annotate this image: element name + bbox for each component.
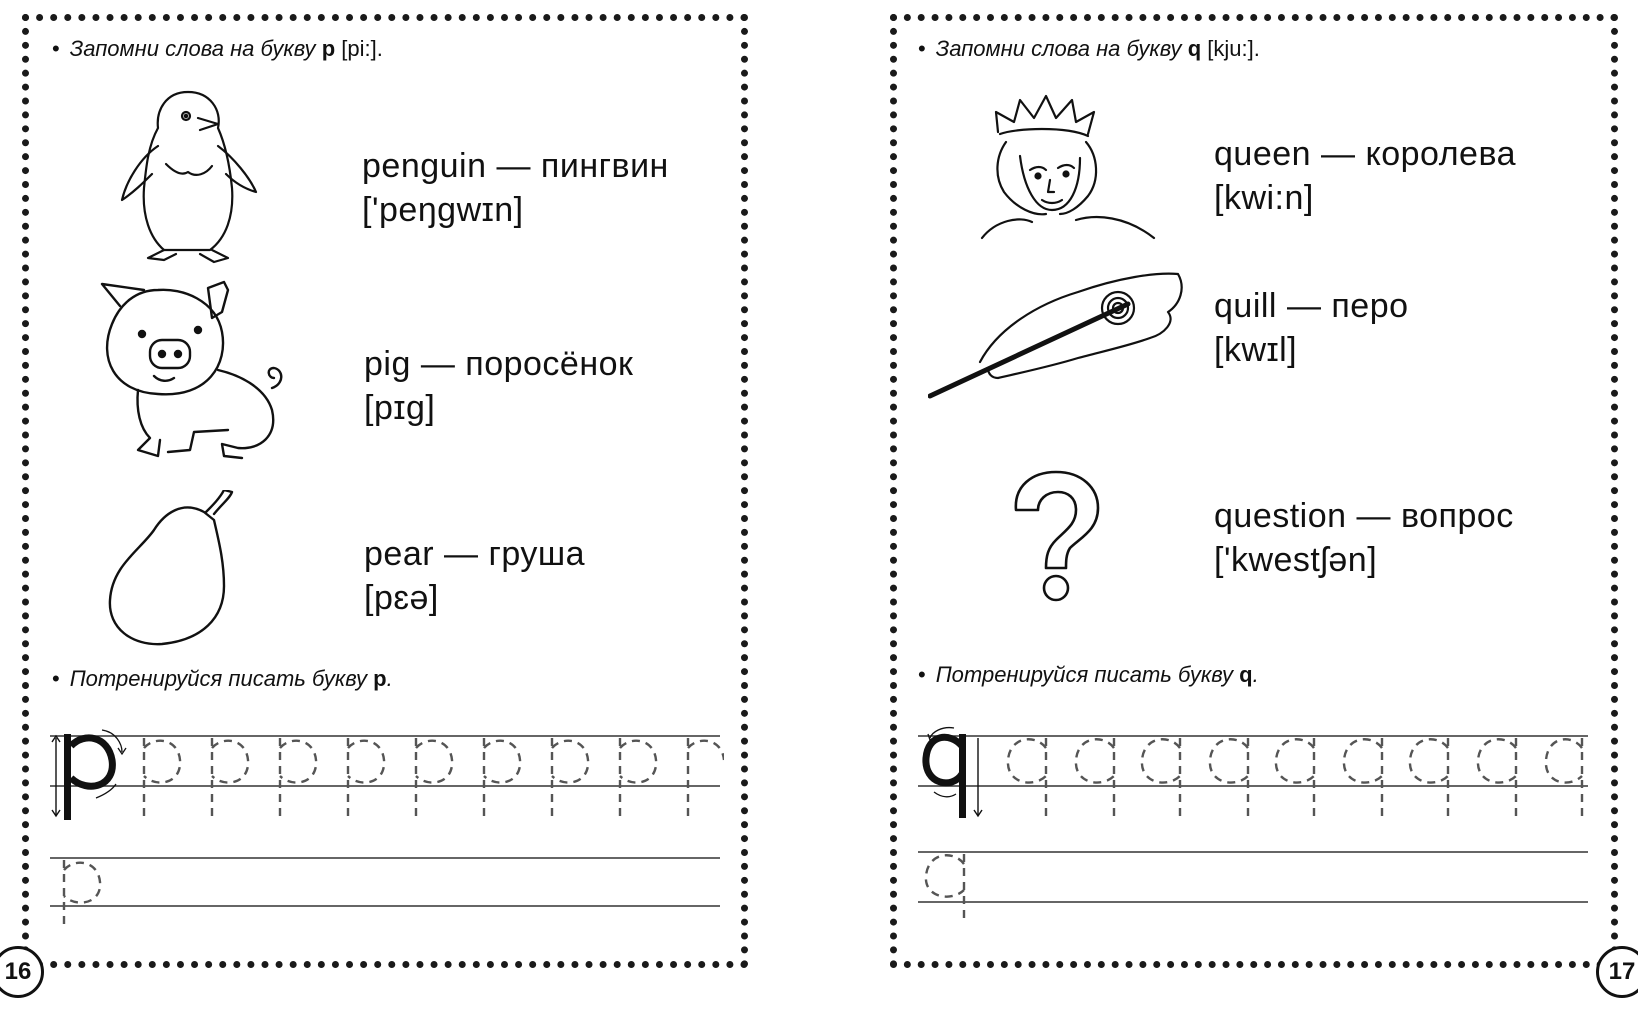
- penguin-icon: [118, 88, 258, 270]
- quill-icon: [928, 268, 1188, 400]
- word-queen: queen — королева [kwi:n]: [1214, 135, 1517, 217]
- page-number-right: 17: [1596, 946, 1638, 998]
- model-letter-p: [64, 730, 126, 820]
- pig-icon: [98, 280, 288, 480]
- word-penguin: penguin — пингвин ['peŋgwɪn]: [362, 147, 669, 229]
- dashed-q-letters: [926, 738, 1582, 924]
- left-instruction: • Запомни слова на букву p [pi:].: [52, 36, 383, 61]
- right-practice-instruction: • Потренируйся писать букву q.: [918, 662, 1259, 687]
- left-practice-instruction: • Потренируйся писать букву p.: [52, 666, 393, 691]
- right-instruction: • Запомни слова на букву q [kju:].: [918, 36, 1260, 61]
- word-pear: pear — груша [pɛə]: [364, 535, 586, 617]
- word-quill: quill — перо [kwɪl]: [1214, 287, 1409, 369]
- word-pig: pig — поросёнок [pɪg]: [364, 345, 634, 427]
- dashed-p-letters: [64, 738, 724, 924]
- left-tracing-rows: [50, 728, 724, 924]
- queen-icon: [976, 92, 1162, 242]
- page-number-left: 16: [0, 946, 44, 998]
- right-tracing-rows: [918, 726, 1590, 926]
- question-mark-icon: [1012, 468, 1100, 606]
- model-letter-q: [926, 728, 966, 818]
- word-question: question — вопрос ['kwestʃən]: [1214, 497, 1514, 579]
- pear-icon: [106, 490, 238, 648]
